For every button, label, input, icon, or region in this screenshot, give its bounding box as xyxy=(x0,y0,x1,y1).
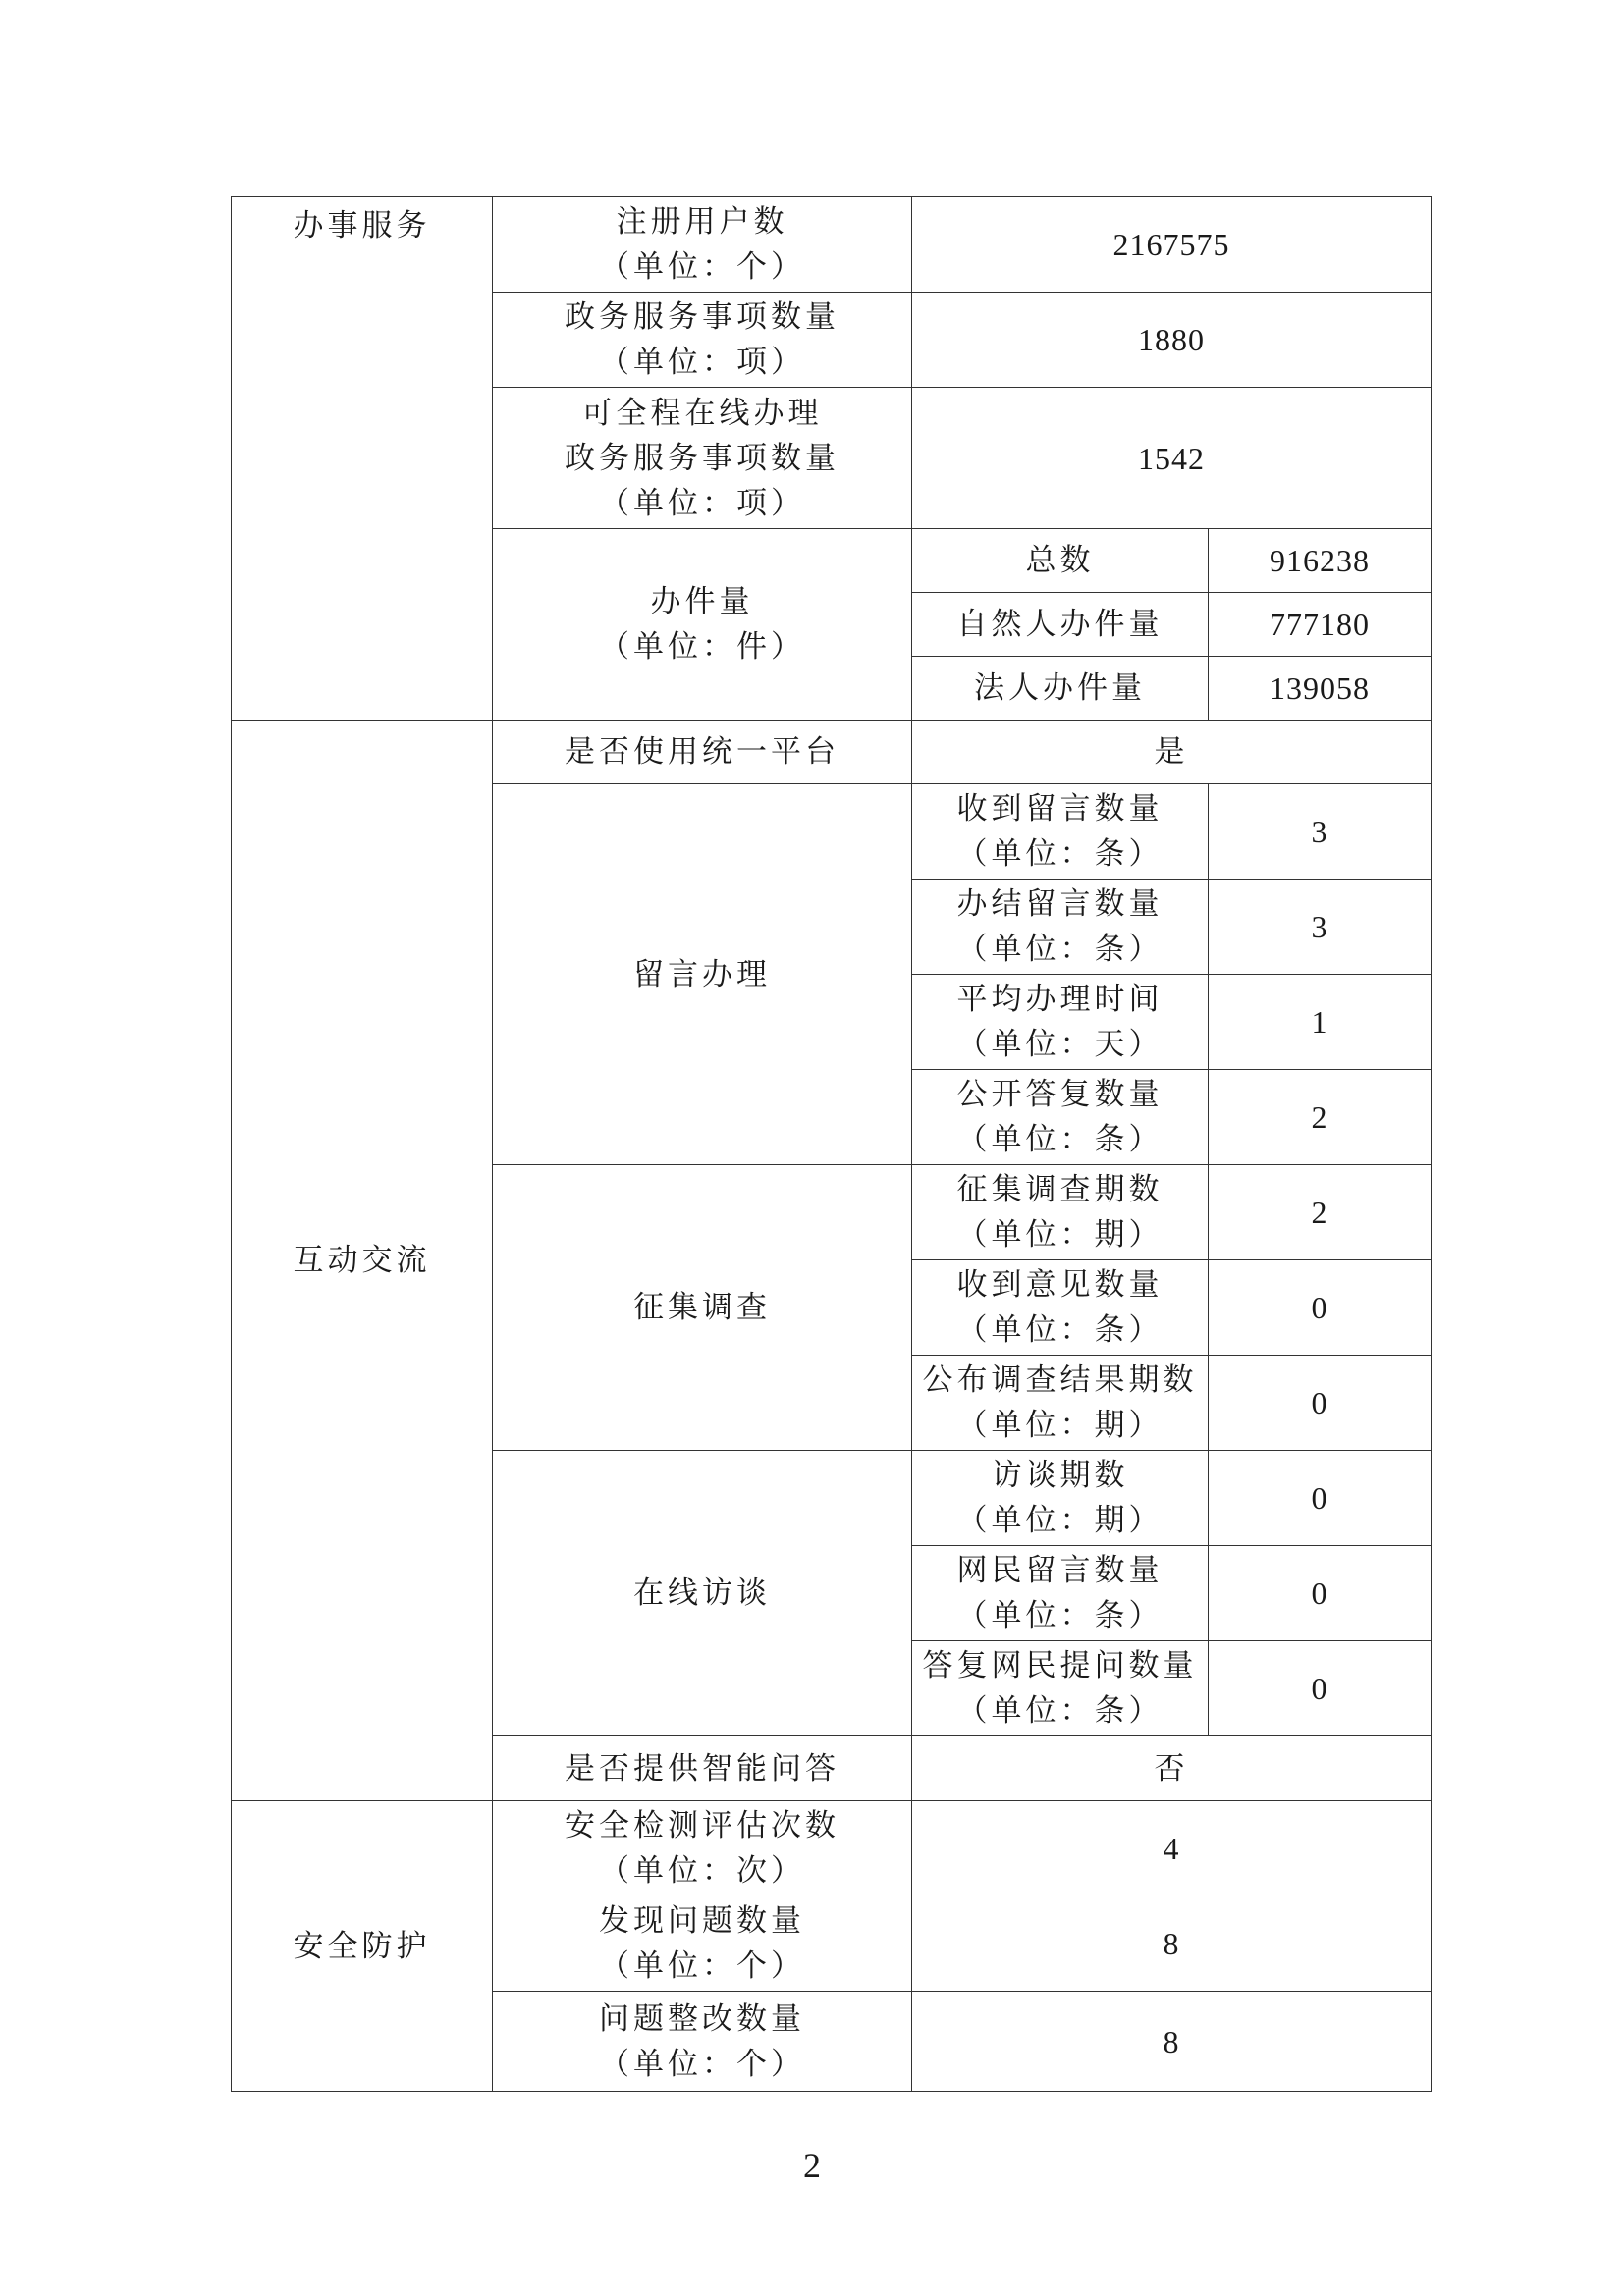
page-number: 2 xyxy=(803,2146,821,2185)
sub-label-survey-periods: 征集调查期数 （单位：期） xyxy=(912,1165,1209,1260)
value-issues-found: 8 xyxy=(912,1896,1432,1992)
value-cases-natural: 777180 xyxy=(1209,593,1432,657)
row-label-interview: 在线访谈 xyxy=(493,1451,912,1736)
row-label-issues-found: 发现问题数量 （单位：个） xyxy=(493,1896,912,1992)
category-service: 办事服务 xyxy=(232,197,493,721)
sub-label-cases-legal: 法人办件量 xyxy=(912,657,1209,721)
sub-label-interview-messages: 网民留言数量 （单位：条） xyxy=(912,1546,1209,1641)
value-interview-answers: 0 xyxy=(1209,1641,1432,1736)
category-interaction: 互动交流 xyxy=(232,721,493,1801)
row-label-unified-platform: 是否使用统一平台 xyxy=(493,721,912,784)
table-row xyxy=(232,1801,1432,1896)
value-survey-periods: 2 xyxy=(1209,1165,1432,1260)
statistics-table xyxy=(231,196,1432,2092)
value-unified-platform: 是 xyxy=(912,721,1432,784)
row-label-cases: 办件量 （单位：件） xyxy=(493,529,912,721)
value-registered-users: 2167575 xyxy=(912,197,1432,293)
row-label-messages: 留言办理 xyxy=(493,784,912,1165)
row-label-smart-qa: 是否提供智能问答 xyxy=(493,1736,912,1801)
row-label-issues-fixed: 问题整改数量 （单位：个） xyxy=(493,1992,912,2092)
sub-label-survey-opinions: 收到意见数量 （单位：条） xyxy=(912,1260,1209,1356)
sub-label-messages-received: 收到留言数量 （单位：条） xyxy=(912,784,1209,880)
sub-label-survey-results: 公布调查结果期数 （单位：期） xyxy=(912,1356,1209,1451)
value-online-items: 1542 xyxy=(912,388,1432,529)
sub-label-cases-total: 总数 xyxy=(912,529,1209,593)
row-label-survey: 征集调查 xyxy=(493,1165,912,1451)
table-row xyxy=(232,721,1432,784)
sub-label-messages-completed: 办结留言数量 （单位：条） xyxy=(912,880,1209,975)
value-survey-results: 0 xyxy=(1209,1356,1432,1451)
value-smart-qa: 否 xyxy=(912,1736,1432,1801)
row-label-assessments: 安全检测评估次数 （单位：次） xyxy=(493,1801,912,1896)
row-label-registered-users: 注册用户数 （单位：个） xyxy=(493,197,912,293)
row-label-service-items: 政务服务事项数量 （单位：项） xyxy=(493,293,912,388)
value-cases-legal: 139058 xyxy=(1209,657,1432,721)
sub-label-messages-public-replies: 公开答复数量 （单位：条） xyxy=(912,1070,1209,1165)
value-service-items: 1880 xyxy=(912,293,1432,388)
value-interview-messages: 0 xyxy=(1209,1546,1432,1641)
sub-label-interview-answers: 答复网民提问数量 （单位：条） xyxy=(912,1641,1209,1736)
value-messages-public-replies: 2 xyxy=(1209,1070,1432,1165)
value-cases-total: 916238 xyxy=(1209,529,1432,593)
sub-label-cases-natural: 自然人办件量 xyxy=(912,593,1209,657)
value-assessments: 4 xyxy=(912,1801,1432,1896)
value-messages-received: 3 xyxy=(1209,784,1432,880)
value-messages-avg-time: 1 xyxy=(1209,975,1432,1070)
value-survey-opinions: 0 xyxy=(1209,1260,1432,1356)
sub-label-interview-periods: 访谈期数 （单位：期） xyxy=(912,1451,1209,1546)
category-security: 安全防护 xyxy=(232,1801,493,2092)
sub-label-messages-avg-time: 平均办理时间 （单位：天） xyxy=(912,975,1209,1070)
value-interview-periods: 0 xyxy=(1209,1451,1432,1546)
value-issues-fixed: 8 xyxy=(912,1992,1432,2092)
value-messages-completed: 3 xyxy=(1209,880,1432,975)
row-label-online-items: 可全程在线办理 政务服务事项数量 （单位：项） xyxy=(493,388,912,529)
table-row xyxy=(232,197,1432,293)
